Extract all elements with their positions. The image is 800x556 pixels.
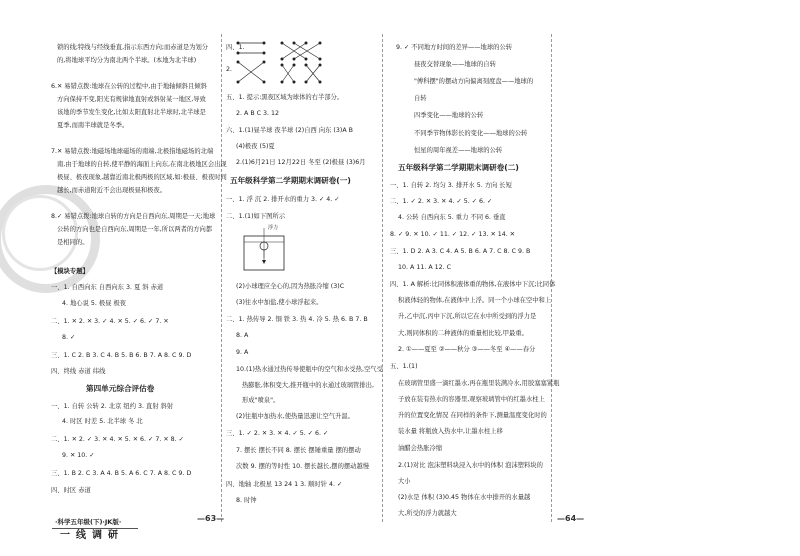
text-line: 9. A — [236, 349, 249, 356]
text-line: 在玻璃管里盛一滴红墨水,再在瓶里装满冷水,用胶塞塞紧瓶 — [398, 380, 560, 387]
section-title: 第四单元综合评估卷 — [86, 384, 155, 393]
text-line: 次数 9. 摆的等时性 10. 摆长越长,摆的摆动越慢 — [236, 463, 370, 470]
text-line: 昼夜交替现象——地球的自转 — [414, 61, 496, 68]
text-line: 方向保持不变,阳光有规律地直射或斜射某一地区,导致 — [57, 96, 206, 103]
text-line: 二、1. 热传导 2. 铜 铁 3. 热 4. 冷 5. 热 6. B 7. B — [226, 316, 368, 323]
text-line: 不同季节物体影长的变化——地球的公转 — [414, 130, 528, 137]
text-line: 6.✕ 易错点拨:地球在公转的过程中,由于地轴倾斜且倾斜 — [51, 83, 207, 90]
text-line: 越长,而赤道附近不会出现极昼和极夜。 — [57, 187, 167, 194]
text-line: 南,由于地球的自转,使平静的海面上向东,在南北极地区会出现 — [57, 161, 227, 168]
footer-brand-subtitle: ·科学五年级(下)·JK版· — [55, 518, 122, 526]
text-line: 大,所受的浮力就越大 — [398, 510, 457, 517]
beaker-diagram — [242, 225, 292, 274]
text-line: 形成"喷泉"。 — [242, 397, 280, 404]
text-line: 8. 时钟 — [236, 497, 257, 504]
text-line: 2.(1)对比 泡沫塑料块浸入水中的体积 泡沫塑料块的 — [398, 462, 543, 469]
text-line: 7. 摆长 摆长不同 8. 摆长 摆锤重量 摆的摆动 — [236, 447, 361, 454]
text-line: 四、1. — [226, 44, 245, 51]
footer-rule — [52, 528, 138, 529]
text-line: 积液体轻的物体,在液体中上浮。同一个小球在空中和上 — [398, 297, 552, 304]
text-line: (2)小球理应全心的,因为热胀冷缩 (3)C — [236, 283, 345, 290]
text-line: 三、1. D 2. A 3. C 4. A 5. B 6. A 7. C 8. C 9. B — [390, 248, 531, 255]
section-title: 五年级科学第二学期期末调研卷(二) — [398, 163, 519, 172]
text-line: (2)水是 体积 (3)0.45 物体在水中排开的水量越 — [398, 494, 531, 501]
text-line: 热膨胀,体积变大,推开瓶中的水通过玻璃管排出, — [242, 382, 374, 389]
text-line: 二、1. ✕ 2. ✕ 3. ✓ 4. ✕ 5. ✓ 6. ✓ 7. ✕ — [51, 318, 169, 325]
text-line: 四、时区 赤道 — [51, 487, 91, 494]
text-line: 升的位置变化情况 在同样的条件下,测量温度变化时的 — [398, 412, 547, 419]
text-line: 二、1. ✕ 2. ✓ 3. ✕ 4. ✕ 5. ✕ 6. ✓ 7. ✕ 8. ✓ — [51, 436, 184, 443]
page-number-right: —64— — [557, 514, 585, 523]
footer-brand-title: 一线调研 — [60, 530, 124, 541]
text-line: 夏季,而南半球就是冬季。 — [57, 122, 129, 129]
text-line: 四、1. A 解析:比同体积液体重的物体,在液体中下沉;比同体 — [390, 281, 556, 288]
text-line: 恒星的周年视差——地球的公转 — [414, 147, 503, 154]
column-divider-1 — [221, 34, 222, 522]
text-line: 四、地轴 北极星 13 24 1 3. 顺时针 4. ✓ — [226, 481, 343, 488]
text-line: 五、1. 提示:黑夜区域为球体的右半部分。 — [226, 94, 344, 101]
text-line: 三、1. ✓ 2. ✕ 3. ✕ 4. ✓ 5. ✓ 6. ✓ — [226, 430, 329, 437]
text-line: 三、1. C 2. B 3. C 4. B 5. B 6. B 7. A 8. C 9. D — [51, 352, 192, 359]
text-line: 四季变化——地球的公转 — [414, 112, 484, 119]
text-line: 三、1. B 2. C 3. A 4. B 5. A 6. C 7. A 8. C 9. D — [51, 470, 192, 477]
text-line: 五、1.(1) — [390, 363, 418, 370]
text-line: 自转 — [414, 95, 427, 102]
text-line: 4. 时区 时差 5. 北半球 冬 北 — [62, 418, 143, 425]
text-line: 4. 地心说 5. 极昼 极夜 — [62, 300, 127, 307]
text-line: 一、1. 自西向东 自西向东 3. 夏 斜 赤道 — [51, 284, 164, 291]
text-line: 是相同的。 — [57, 239, 89, 246]
text-line: 2. — [226, 66, 233, 73]
text-line: 二、1.(1)如下图所示 — [226, 213, 286, 220]
matching-diagram-2 — [276, 40, 336, 62]
text-line: 8. ✓ 9. ✕ 10. ✓ 11. ✓ 12. ✓ 13. ✕ 14. ✕ — [390, 231, 516, 238]
diagram-label: 浮力 — [268, 225, 279, 231]
page-number-left: —63— — [197, 514, 225, 523]
text-line: 一、1. 浮 沉 2. 排开水的重力 3. ✓ 4. ✓ — [226, 196, 340, 203]
text-line: 9. ✕ 10. ✓ — [62, 452, 95, 459]
text-line: 10. A 11. A 12. C — [398, 264, 452, 271]
matching-diagram-1 — [236, 40, 266, 56]
text-line: 8. ✓ — [62, 334, 76, 341]
text-line: 7.✕ 易错点拨:地磁场地球磁场的南端,北极指地磁场的北端 — [51, 148, 214, 155]
text-line: 该地的季节发生变化,比如太阳直射北半球时,北半球是 — [57, 109, 206, 116]
section-title: 五年级科学第二学期期末调研卷(一) — [230, 176, 351, 185]
column-divider-2 — [382, 34, 383, 522]
matching-diagram-4 — [276, 62, 336, 86]
text-line: 9. ✓ 不同地方时间的差异——地球的公转 — [396, 44, 513, 51]
text-line: 2. A B C 3. 12 — [236, 110, 280, 117]
text-line: (3)往水中加盐,使小球浮起来。 — [236, 299, 323, 306]
text-line: 油醋会热胀冷缩 — [398, 445, 443, 452]
text-line: 二、1. ✓ 2. ✕ 3. ✕ 4. ✓ 5. ✓ 6. ✓ — [390, 198, 493, 205]
text-line: 8.✓ 易错点拨:地球自转的方向是自西向东,周期是一天;地球 — [51, 213, 216, 220]
text-line: 大,则同体积的二种液体的重量相比较,甲最重。 — [398, 330, 528, 337]
text-line: 2.(1)6月21日 12月22日 冬至 (2)极昼 (3)6月 — [236, 159, 366, 166]
column-divider-3 — [551, 34, 552, 522]
text-line: 子放在装有热水的容器里,观察玻璃管中的红墨水柱上 — [398, 396, 545, 403]
text-line: "傅科摆"的摆动方向偏离刻度盘——地球的 — [414, 78, 534, 85]
text-line: 极昼、极夜现象,越靠近南北极两极的区域,如:极昼、极夜时间 — [57, 174, 227, 181]
text-line: 大小 — [398, 478, 411, 485]
text-line: 一、1. 自转 2. 均匀 3. 排开水 5. 方向 长短 — [390, 182, 512, 189]
text-line: 六、1.(1)昼半球 夜半球 (2)自西 向东 (3)A B — [226, 127, 353, 134]
text-line: 10.(1)热水通过热传导使瓶中的空气和水受热,空气受 — [236, 366, 383, 373]
text-line: 的,将地球平均分为南北两个半球。(本地为北半球) — [57, 57, 197, 64]
matching-diagram-3 — [236, 58, 266, 86]
text-line: (4)极夜 (5)夏 — [236, 143, 275, 150]
text-line: (2)往瓶中加热水,使热量迅速让空气升温。 — [236, 413, 354, 420]
text-line: 公转的方向也是自西向东,周期是一年,所以两者的方向都 — [57, 226, 213, 233]
text-line: 4. 公转 自西向东 5. 重力 不同 6. 垂直 — [398, 214, 506, 221]
text-line: 2. ①——夏至 ②——秋分 ③——冬至 ④——春分 — [398, 346, 536, 353]
text-line: 锁的线;特线与经线垂直,指示东西方向;而赤道是为划分 — [57, 44, 209, 51]
text-line: 8. A — [236, 332, 249, 339]
text-line: 一、1. 自转 公转 2. 北京 纽约 3. 直射 斜射 — [51, 403, 174, 410]
text-line: 四、终线 赤道 纬线 — [51, 368, 106, 375]
text-line: 装水量 将瓶放入热水中,让墨水柱上移 — [398, 428, 503, 435]
section-label: 【模块专题】 — [51, 268, 89, 275]
text-line: 升,乙中沉,丙中下沉,所以它在水中所受到的浮力是 — [398, 313, 537, 320]
